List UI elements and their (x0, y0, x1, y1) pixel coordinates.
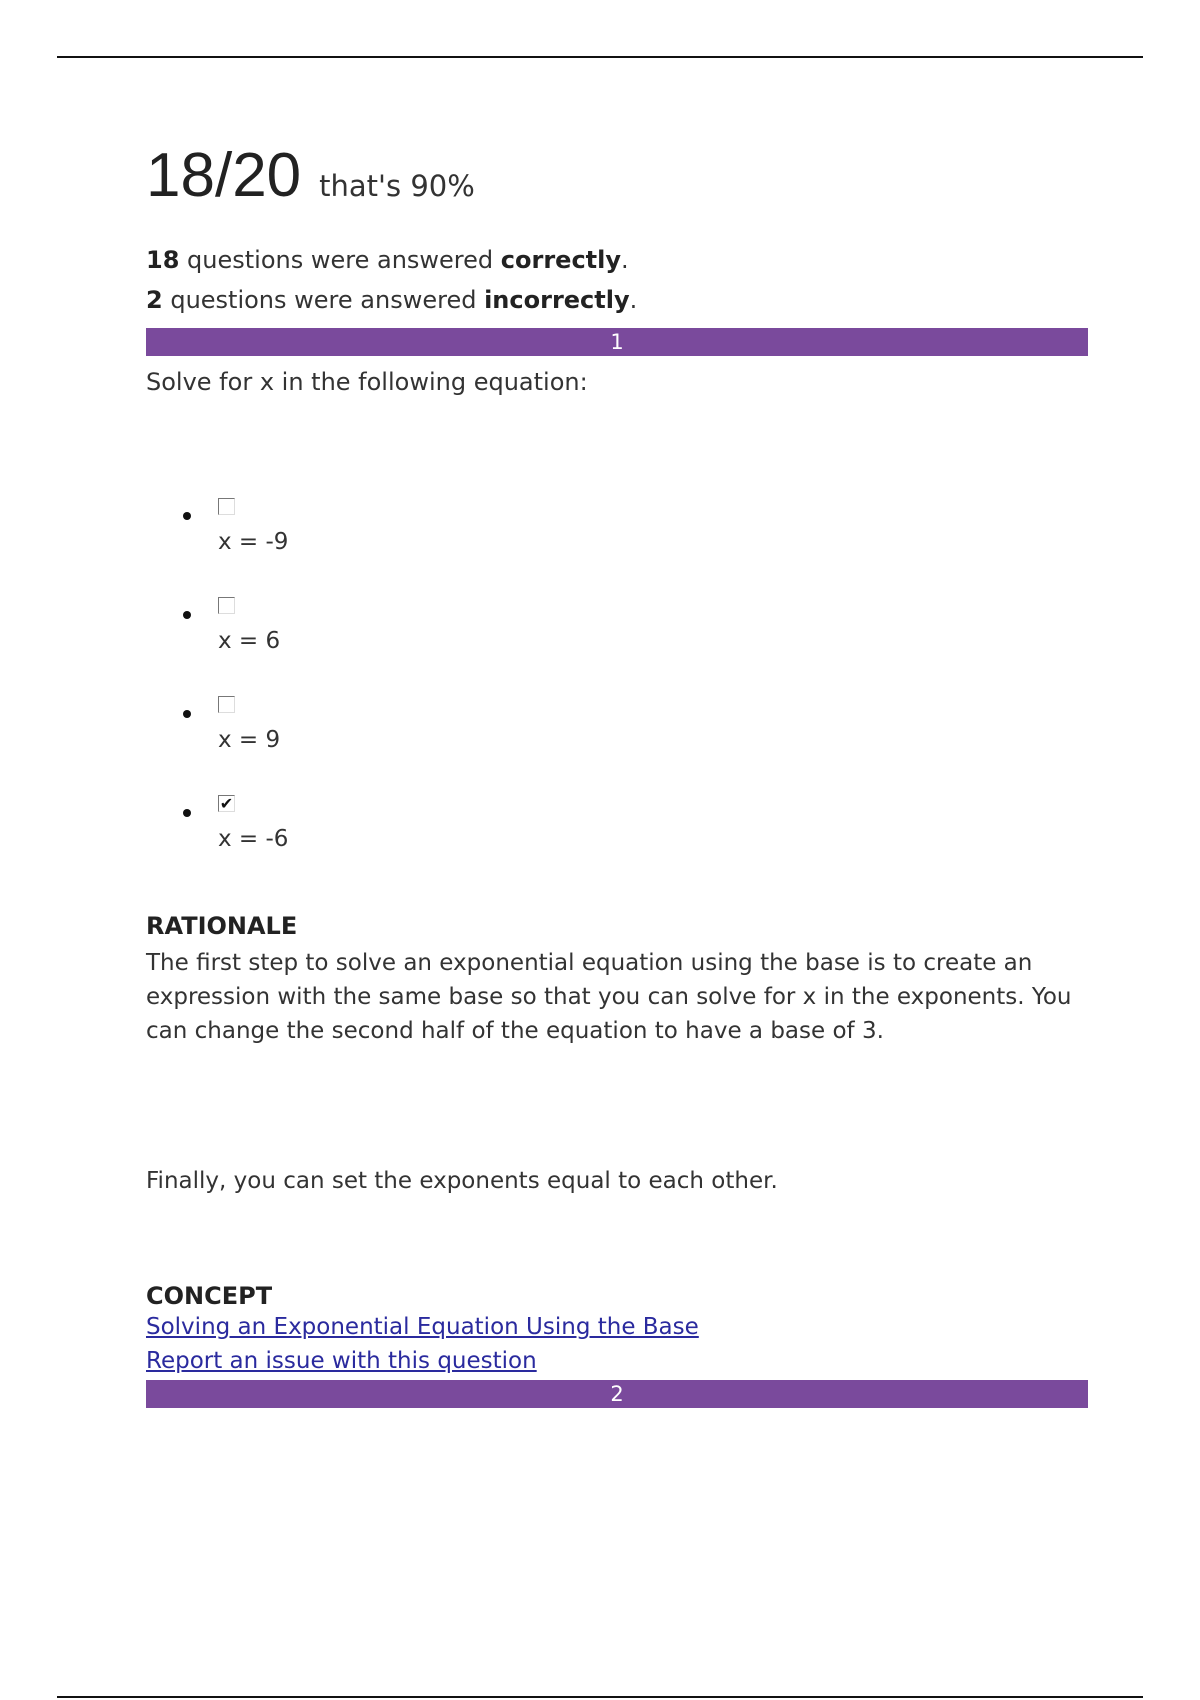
incorrect-summary (146, 280, 1088, 320)
checkbox-unchecked-icon[interactable] (218, 498, 235, 515)
question-number-bar: 1 (146, 328, 1088, 356)
checkbox-checked-icon[interactable]: ✔ (219, 794, 234, 813)
answer-option[interactable] (146, 696, 1088, 795)
summary (146, 240, 1088, 320)
option-label: x = 6 (218, 628, 281, 654)
correct-text: questions were answered (179, 246, 501, 274)
checkbox-unchecked-icon[interactable] (218, 597, 235, 614)
report-issue-link[interactable]: Report an issue with this question (146, 1348, 537, 1374)
incorrect-period: . (629, 286, 638, 314)
correct-word: correctly (500, 246, 622, 274)
correct-count: 18 (146, 246, 180, 274)
bullet-icon (183, 512, 191, 520)
rationale-heading: RATIONALE (146, 912, 298, 940)
bottom-rule (57, 1696, 1143, 1698)
correct-summary (146, 240, 1088, 280)
option-label: x = -9 (218, 529, 289, 555)
checkbox-unchecked-icon[interactable] (218, 696, 235, 713)
incorrect-count: 2 (146, 286, 163, 314)
question-prompt: Solve for x in the following equation: (146, 368, 588, 396)
incorrect-text: questions were answered (162, 286, 485, 314)
quiz-results (146, 140, 1088, 1408)
option-label: x = -6 (218, 826, 289, 852)
score-percent: that's 90% (319, 169, 475, 203)
score-fraction: 18/20 (146, 141, 302, 210)
bullet-icon (183, 809, 191, 817)
top-rule (57, 56, 1143, 58)
answer-options (146, 498, 1088, 894)
bullet-icon (183, 611, 191, 619)
answer-option[interactable] (146, 597, 1088, 696)
answer-option-selected[interactable] (146, 795, 1088, 894)
concept-heading: CONCEPT (146, 1282, 273, 1310)
bullet-icon (183, 710, 191, 718)
concept-link[interactable]: Solving an Exponential Equation Using the Base (146, 1314, 699, 1340)
correct-period: . (621, 246, 629, 274)
score-line (146, 140, 1088, 230)
question-number-bar: 2 (146, 1380, 1088, 1408)
answer-option[interactable] (146, 498, 1088, 597)
option-label: x = 9 (218, 727, 281, 753)
rationale-text: The first step to solve an exponential equation using the base is to create an expression with the same base so that you can solve for x in the exponents. You can change the second half of the equation to have a base of 3. (146, 950, 1072, 1044)
incorrect-word: incorrectly (484, 286, 630, 314)
rationale-final-text: Finally, you can set the exponents equal to each other. (146, 1168, 778, 1194)
